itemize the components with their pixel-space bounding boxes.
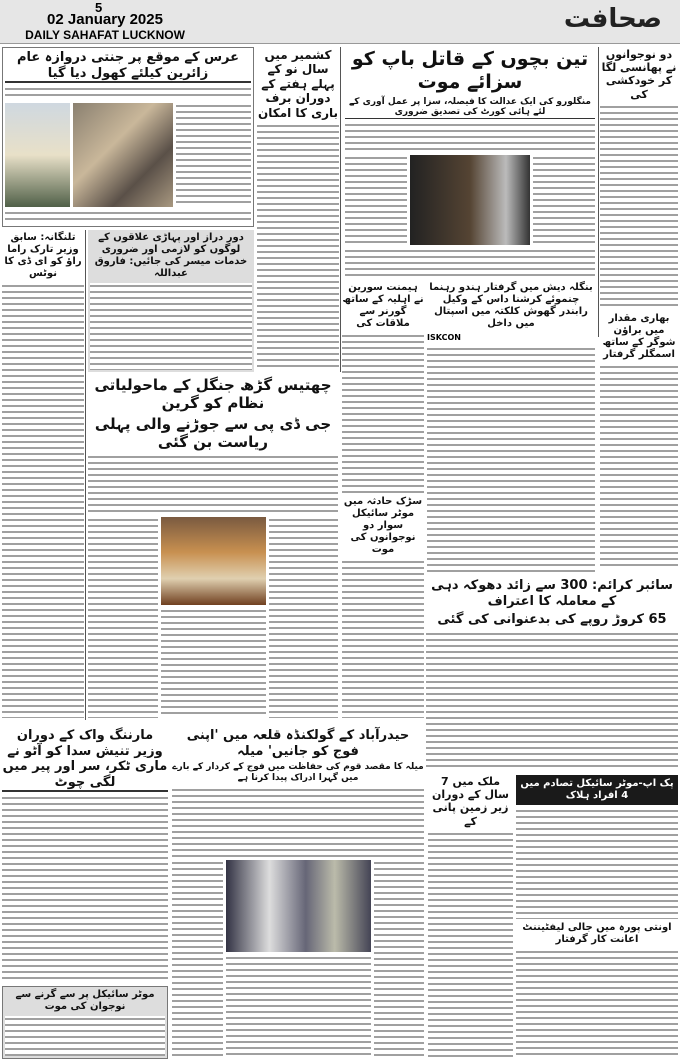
article-text [90,283,252,370]
column-pickup [516,775,678,1059]
article-text [5,210,251,224]
issue-date: 02 January 2025 [47,11,163,28]
column-divider [85,230,86,720]
iskcon-text: ISKCON [427,333,461,342]
article-text [2,795,168,983]
article-text [342,559,424,719]
article-text [88,454,338,514]
article-hyderabad [172,728,424,1059]
headline-kashmir: کشمیر میں سال نو کے پہلے ہفتے کے دوران برف باری کا امکان [257,48,339,120]
headline-pickup: پک اپ-موٹر سائیکل تصادم میں 4 افراد ہلاک [516,775,678,805]
headline-road-accident: سڑک حادثہ میں موٹر سائیکل سوار دو نوجوانوں کی موت [343,495,423,555]
headline-morning-walk: مارننگ واک کے دوران وزیر تنیش سدا کو آٹو نے ماری ٹکر، سر اور پیر میں لگی چوٹ [2,728,168,792]
column-morning-walk [2,728,168,1059]
headline-awantipora: اونتی پورہ میں جالی لیفٹیننٹ اعانت کار گرفتار [522,921,672,945]
column-divider [598,47,599,337]
chief-minister-photo [161,517,266,605]
article-text [226,955,371,1059]
right-column [600,48,678,570]
headline-cyber-2: 65 کروڑ روپے کی بدعنوانی کی گئی [437,612,667,628]
article-text [161,608,266,718]
column-soren-road [342,282,424,718]
article-text [600,364,678,570]
headline-chhattisgarh-2: جی ڈی پی سے جوڑنے والی پہلی ریاست بن گئی [94,415,332,451]
page-number: 5 [95,0,103,15]
article-main [345,48,595,278]
subheadline-main: منگلورو کی ایک عدالت کا فیصلہ، سزا پر عمل آوری کے لئے ہائی کورٹ کی تصدیق ضروری [345,97,595,120]
article-text [345,155,407,245]
article-text [176,103,251,207]
headline-cyber-1: سائبر کرائم: 300 سے زائد دھوکہ دہی کے معاملہ کا اعتراف [431,578,673,609]
article-bangladesh [427,282,595,572]
article-text [426,631,678,770]
headline-groundwater: ملک میں 7 سال کے دوران زیر زمین پانی کے [432,775,509,828]
article-text [600,104,678,310]
article-text [172,860,223,1059]
article-text [88,517,158,718]
article-text [342,333,424,493]
column-divider [340,47,341,372]
headline-urs: عرس کے موقع پر جنتی دروازہ عام زائرین کیلئے کھول دیا گیا [5,50,251,83]
article-text [428,831,513,1059]
subheadline-hyderabad: میلہ کا مقصد قوم کی حفاظت میں فوج کے کردار کے بارے میں گہرا ادراک پیدا کرنا ہے [172,762,424,783]
headline-telangana: تلنگانہ: سابق وزیر تارک راما راؤ کو ای ڈی کا نوٹس [4,232,82,279]
article-motorcycle-fall [2,986,168,1059]
headline-brown-sugar: بھاری مقدار میں براؤن شوگر کے ساتھ اسمگلر گرفتار [602,312,676,360]
article-text [5,1016,165,1056]
headline-bangladesh: بنگلہ دیش میں گرفتار ہندو رہنما چنموئے کرشنا داس کے وکیل رابندر گھوش کلکتہ میں اسپتال میں داخل [429,282,593,329]
article-text [5,86,251,100]
article-groundwater [428,775,513,1059]
headline-farooq: دور دراز اور پہاڑی علاقوں کے لوگوں کو لازمی اور ضروری خدمات میسر کی جائیں: فاروق عبداللہ [94,232,248,279]
students-photo [226,860,371,952]
pilgrims-photo [73,103,173,207]
headline-soren: ہیمنت سورین نے اہلیہ کے ساتھ گورنر سے ملاقات کی [342,282,424,329]
article-text [269,517,339,718]
logo: صحافت [563,4,662,34]
justice-scales-photo [410,155,530,245]
article-text [516,949,678,1060]
article-text [516,808,678,919]
headline-chhattisgarh-1: چھتیس گڑھ جنگل کے ماحولیاتی نظام کو گرین [94,376,332,412]
article-telangana [2,232,84,718]
headline-suicide: دو نوجوانوں نے پھانسی لگا کر خودکشی کی [601,48,677,101]
article-cyber [426,578,678,770]
headline-hyderabad: حیدرآباد کے گولکنڈہ قلعہ میں 'اپنی فوج کو جانیں' میلہ [186,728,410,759]
article-text [2,283,84,718]
article-chhattisgarh [88,376,338,718]
article-urs [2,47,254,227]
headline-motorcycle-fall: موٹر سائیکل پر سے گرنے سے نوجوان کی موت [15,989,155,1012]
article-text [257,123,339,370]
article-text [427,346,595,572]
article-text [374,860,425,1059]
article-text [533,155,595,245]
headline-main: تین بچوں کے قاتل باپ کو سزائے موت [351,48,589,93]
paper-name: DAILY SAHAFAT LUCKNOW [25,28,185,42]
article-text [345,122,595,152]
article-text [172,787,424,857]
shrine-photo [5,103,70,207]
article-farooq [88,230,254,372]
article-text [345,248,595,278]
article-kashmir [257,48,339,370]
